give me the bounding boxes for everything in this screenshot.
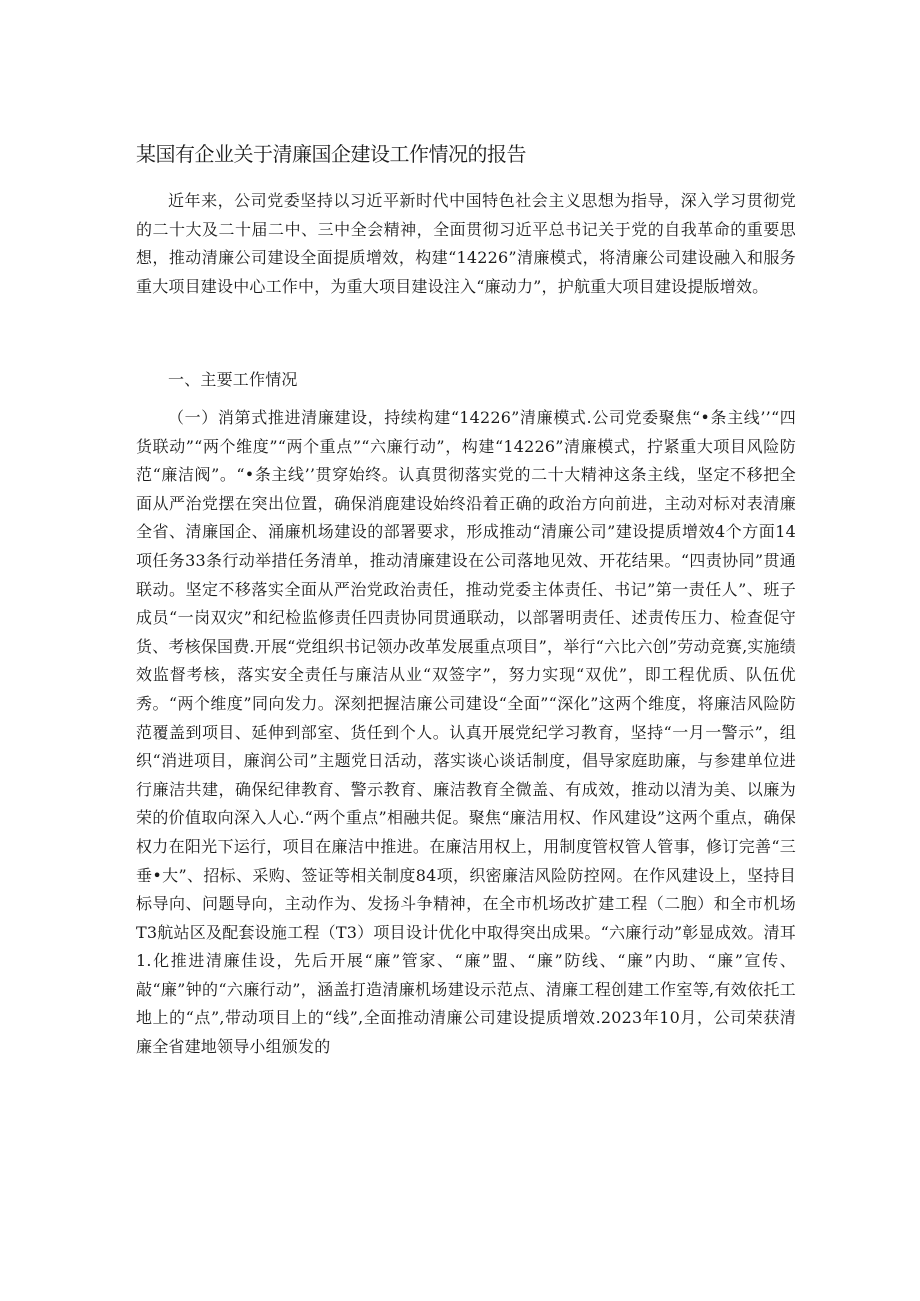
document-title: 某国有企业关于清廉国企建设工作情况的报告 — [136, 142, 526, 166]
subsection-paragraph: （一）消第式推进清廉建设，持续构建“14226”清廉模式.公司党委聚焦“•条主线’’“四货联动”“两个维度”“两个重点”“六廉行动”，构建“14226”清廉模式，拧紧重大项目风险防范“廉洁阀”。“•条主线’’贯穿始终。认真贯彻落实党的二十大精神这条主线，坚定不移把全面从严治党摆在突出位置，确保消鹿建设始终沿着正确的政治方向前进，主动对标对表清廉全省、清廉国企、涌廉机场建设的部署要求，形成推动“清廉公司”建设提质增效4个方面14项任务33条行动举措任务清单，推动清廉建设在公司落地见效、开花结果。“四责协同”贯通联动。坚定不移落实全面从严治党政治责任，推动党委主体责任、书记”第一责任人”、班子成员“一岗双灾”和纪检监修责任四责协同贯通联动，以部署明责任、述责传压力、检查促守货、考核保国费.开展“党组织书记领办改革发展重点项目”，举行“六比六创”劳动竞赛,实施绩效监督考核，落实安全责任与廉洁从业“双签字”，努力实现“双优”，即工程优质、队伍优秀。“两个维度”同向发力。深刻把握洁廉公司建设“全面”“深化”这两个维度，将廉洁风险防范覆盖到项目、延伸到部室、货任到个人。认真开展党纪学习教育，坚持“一月一警示”，组织“消进项目，廉润公司”主题党日活动，落实谈心谈话制度，倡导家庭助廉，与参建单位进行廉洁共建，确保纪律教育、警示教育、廉洁教育全微盖、有成效，推动以清为美、以廉为荣的价值取向深入人心.“两个重点”相融共促。聚焦“廉洁用权、作风建设”这两个重点，确保权力在阳光下运行，项目在廉洁中推进。在廉洁用权上，用制度管权管人管事，修订完善“三垂•大”、招标、采购、签证等相关制度84项，织密廉洁风险防控网。在作风建设上，坚持目标导向、问题导向，主动作为、发扬斗争精神，在全市机场改扩建工程（二胞）和全市机场T3航站区及配套设施工程（T3）项目设计优化中取得突出成果。“六廉行动”彰显成效。清耳1.化推进清廉佳设，先后开展“廉”管家、“廉”盟、“廉”防线、“廉”内助、“廉”宣传、敲“廉”钟的“六廉行动”，涵盖打造清廉机场建设示范点、清廉工程创建工作室等,有效依托工地上的“点”,带动项目上的“线”,全面推动清廉公司建设提质增效.2023年10月，公司荣获清廉全省建地领导小组颁发的 — [136, 408, 796, 1057]
section-heading: 一、主要工作情况 — [168, 370, 298, 389]
intro-paragraph: 近年来，公司党委坚持以习近平新时代中国特色社会主义思想为指导，深入学习贯彻党的二十大及二十届二中、三中全会精神，全面贯彻习近平总书记关于党的自我革命的重要思想，推动清廉公司建设全面提质增效，构建“14226”清廉模式，将清廉公司建设融入和服务重大项目建设中心工作中，为重大项目建设注入“廉动力”，护航重大项目建设提版增效。 — [136, 191, 796, 296]
